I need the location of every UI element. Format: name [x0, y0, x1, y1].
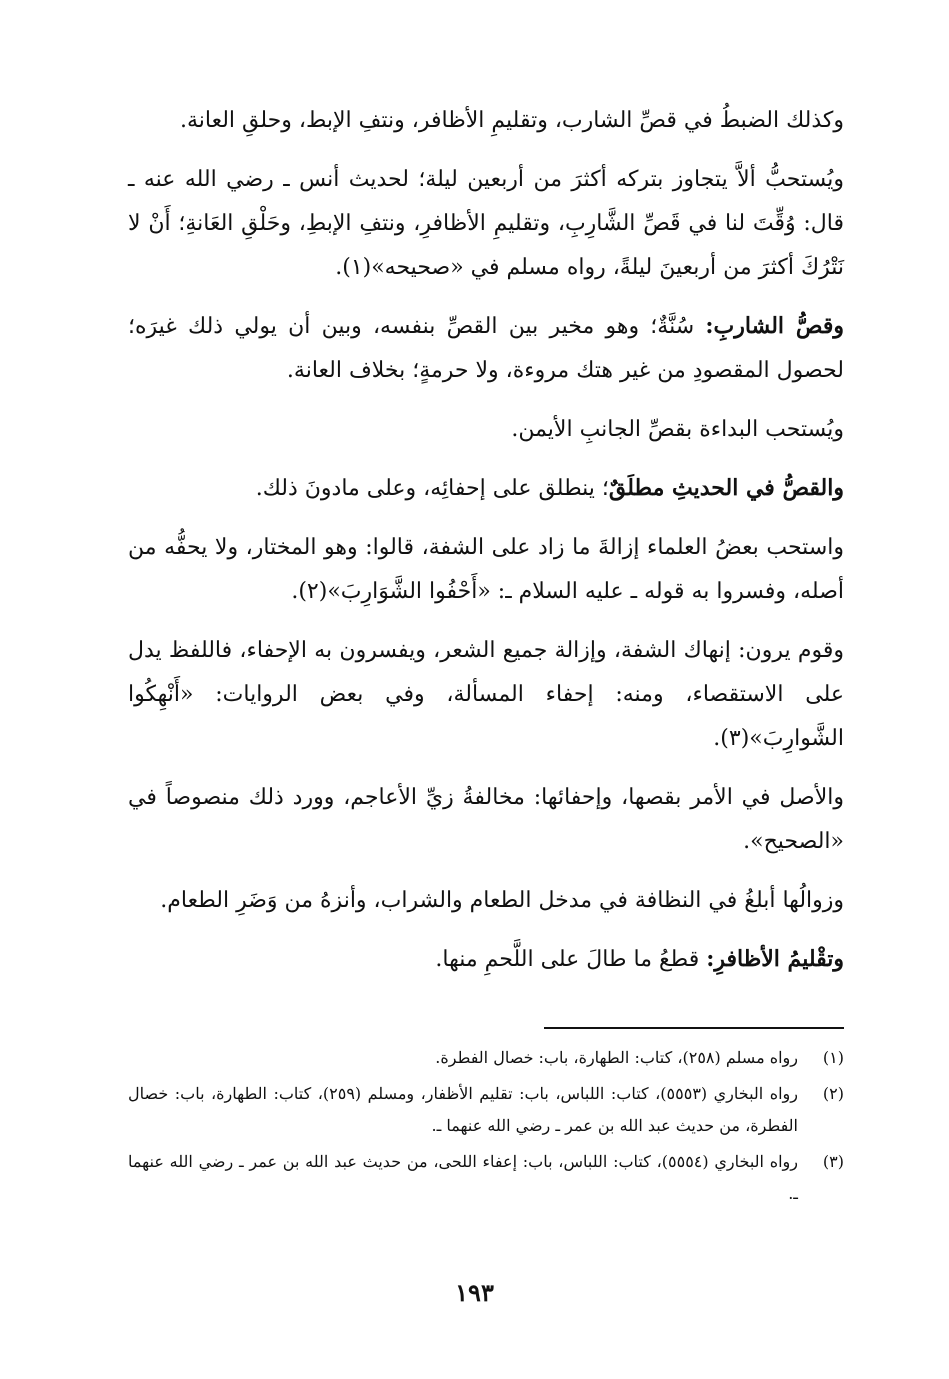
footnote-text: رواه البخاري (٥٥٥٤)، كتاب: اللباس، باب: إعفاء اللحى، من حديث عبد الله بن عمر ـ رضي الله عنهما ـ.	[128, 1152, 799, 1203]
paragraph-text: ويُستحب البداءة بقصِّ الجانبِ الأيمن.	[511, 417, 844, 442]
paragraph-text: واستحب بعضُ العلماء إزالةَ ما زاد على الشفة، قالوا: وهو المختار، ولا يحفُّه من أصله، وفسروا به قوله ـ عليه السلام ـ: «أَحْفُوا الشَّوَارِبَ»(٢).	[128, 535, 844, 604]
page-number: ١٩٣	[455, 1278, 494, 1307]
paragraph-5	[128, 466, 844, 511]
footnote-divider	[544, 1027, 844, 1029]
paragraph-text: والأصل في الأمر بقصها، وإحفائها: مخالفةُ زيِّ الأعاجم، وورد ذلك منصوصاً في «الصحيح».	[128, 785, 844, 854]
paragraph-9	[128, 878, 844, 923]
footnote-text: رواه مسلم (٢٥٨)، كتاب: الطهارة، باب: خصال الفطرة.	[435, 1048, 798, 1067]
footnotes	[128, 1042, 844, 1214]
paragraph-text: ويُستحبُّ ألاَّ يتجاوز بتركه أكثرَ من أربعين ليلة؛ لحديث أنس ـ رضي الله عنه ـ قال: وُقِّتَ لنا في قَصِّ الشَّارِبِ، وتقليمِ الأظافرِ، ونتفِ الإبطِ، وحَلْقِ العَانةِ؛ أَنْ لا نَتْرُكَ أكثرَ من أربعينَ ليلةً، رواه مسلم في «صحيحه»(١).	[128, 167, 844, 280]
footnote-3	[128, 1146, 844, 1210]
paragraph-text: وكذلك الضبطُ في قصِّ الشارب، وتقليمِ الأظافر، ونتفِ الإبط، وحلقِ العانة.	[179, 108, 844, 133]
paragraph-1	[128, 98, 844, 143]
paragraph-4	[128, 407, 844, 452]
paragraph-3	[128, 304, 844, 393]
footnote-number: (١)	[822, 1048, 844, 1067]
footnote-number: (٢)	[822, 1084, 844, 1103]
main-text	[128, 98, 844, 996]
paragraph-text: وزوالُها أبلغُ في النظافة في مدخل الطعام والشراب، وأنزهُ من وَضَرِ الطعام.	[160, 888, 844, 913]
paragraph-text: سُنَّةٌ؛ وهو مخير بين القصِّ بنفسه، وبين أن يولي ذلك غيرَه؛ لحصول المقصودِ من غير هتك مروءة، ولا حرمةٍ؛ بخلاف العانة.	[128, 314, 844, 383]
paragraph-2	[128, 157, 844, 290]
footnote-1	[128, 1042, 844, 1074]
paragraph-lead: والقصُّ في الحديثِ مطلَقٌ	[608, 475, 844, 501]
paragraph-text: وقوم يرون: إنهاك الشفة، وإزالة جميع الشعر، ويفسرون به الإحفاء، فاللفظ يدل على الاستقصاء، ومنه: إحفاء المسألة، وفي بعض الروايات: «أَنْهِكُوا الشَّوارِبَ»(٣).	[128, 638, 844, 751]
footnote-number: (٣)	[822, 1152, 844, 1171]
paragraph-lead: وتقْليمُ الأظافرِ:	[706, 946, 844, 972]
paragraph-6	[128, 525, 844, 614]
footnote-text: رواه البخاري (٥٥٥٣)، كتاب: اللباس، باب: تقليم الأظفار، ومسلم (٢٥٩)، كتاب: الطهارة، باب: خصال الفطرة، من حديث عبد الله بن عمر ـ رضي الله عنهما ـ.	[128, 1084, 798, 1135]
footnote-2	[128, 1078, 844, 1142]
paragraph-8	[128, 775, 844, 864]
paragraph-7	[128, 628, 844, 761]
paragraph-lead: وقصُّ الشاربِ:	[705, 313, 845, 339]
paragraph-10	[128, 937, 844, 982]
paragraph-text: قطعُ ما طالَ على اللَّحمِ منها.	[435, 947, 707, 972]
paragraph-text: ؛ ينطلق على إحفائِه، وعلى مادونَ ذلك.	[255, 476, 609, 501]
